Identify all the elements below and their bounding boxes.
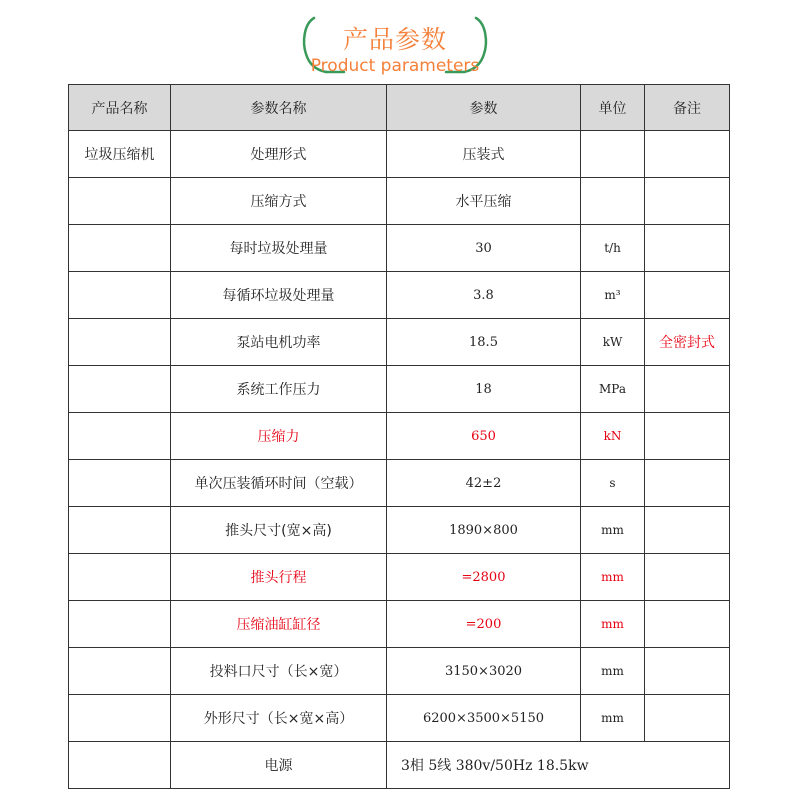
table-row xyxy=(69,272,730,319)
param-name-cell: 推头尺寸(宽×高) xyxy=(171,507,387,554)
param-unit-cell xyxy=(581,131,645,178)
column-header-note: 备注 xyxy=(645,85,730,131)
param-note-cell xyxy=(645,695,730,742)
title-chinese: 产品参数 xyxy=(342,25,447,54)
param-value-cell: 1890×800 xyxy=(387,507,581,554)
param-note-cell xyxy=(645,272,730,319)
param-note-cell xyxy=(645,507,730,554)
param-name-cell: 电源 xyxy=(171,742,387,789)
param-name-cell: 泵站电机功率 xyxy=(171,319,387,366)
param-note-cell xyxy=(645,460,730,507)
param-note-cell xyxy=(645,648,730,695)
param-value-cell: 3.8 xyxy=(387,272,581,319)
table-row-power xyxy=(69,742,730,789)
product-name-cell xyxy=(69,366,171,413)
param-note-cell xyxy=(645,413,730,460)
param-unit-cell: mm xyxy=(581,601,645,648)
param-name-cell: 压缩油缸缸径 xyxy=(171,601,387,648)
param-note-cell xyxy=(645,131,730,178)
product-name-cell xyxy=(69,178,171,225)
product-name-cell: 垃圾压缩机 xyxy=(69,131,171,178)
product-name-cell xyxy=(69,413,171,460)
table-row xyxy=(69,366,730,413)
table-row xyxy=(69,460,730,507)
param-name-cell: 压缩力 xyxy=(171,413,387,460)
param-value-cell: 水平压缩 xyxy=(387,178,581,225)
parameter-table xyxy=(68,84,730,789)
product-name-cell xyxy=(69,319,171,366)
param-note-cell xyxy=(645,178,730,225)
product-name-cell xyxy=(69,648,171,695)
param-unit-cell: t/h xyxy=(581,225,645,272)
param-name-cell: 每循环垃圾处理量 xyxy=(171,272,387,319)
product-name-cell xyxy=(69,225,171,272)
product-name-cell xyxy=(69,460,171,507)
param-unit-cell: kW xyxy=(581,319,645,366)
table-row-highlighted xyxy=(69,554,730,601)
param-name-cell: 投料口尺寸（长×宽） xyxy=(171,648,387,695)
param-value-cell: 42±2 xyxy=(387,460,581,507)
param-value-cell: 18.5 xyxy=(387,319,581,366)
product-name-cell xyxy=(69,742,171,789)
product-name-cell xyxy=(69,601,171,648)
table-row xyxy=(69,131,730,178)
title-badge xyxy=(300,14,490,76)
param-unit-cell: m³ xyxy=(581,272,645,319)
table-row xyxy=(69,507,730,554)
param-note-cell xyxy=(645,601,730,648)
param-name-cell: 每时垃圾处理量 xyxy=(171,225,387,272)
column-header-product: 产品名称 xyxy=(69,85,171,131)
table-row xyxy=(69,319,730,366)
table-row xyxy=(69,695,730,742)
product-name-cell xyxy=(69,695,171,742)
title-english: Product parameters xyxy=(310,56,480,76)
column-header-param-name: 参数名称 xyxy=(171,85,387,131)
param-name-cell: 推头行程 xyxy=(171,554,387,601)
param-value-cell: 压装式 xyxy=(387,131,581,178)
column-header-unit: 单位 xyxy=(581,85,645,131)
param-value-cell: 650 xyxy=(387,413,581,460)
param-value-cell: 6200×3500×5150 xyxy=(387,695,581,742)
table-row-highlighted xyxy=(69,413,730,460)
table-row xyxy=(69,648,730,695)
param-value-cell: 18 xyxy=(387,366,581,413)
param-unit-cell: mm xyxy=(581,507,645,554)
power-spec-cell: 3相 5线 380v/50Hz 18.5kw xyxy=(387,742,730,789)
param-note-cell xyxy=(645,366,730,413)
param-name-cell: 单次压装循环时间（空载） xyxy=(171,460,387,507)
table-row-highlighted xyxy=(69,601,730,648)
param-unit-cell: kN xyxy=(581,413,645,460)
product-name-cell xyxy=(69,554,171,601)
param-value-cell: 3150×3020 xyxy=(387,648,581,695)
param-unit-cell: s xyxy=(581,460,645,507)
table-header-row xyxy=(69,85,730,131)
table-row xyxy=(69,225,730,272)
param-name-cell: 外形尺寸（长×宽×高） xyxy=(171,695,387,742)
column-header-value: 参数 xyxy=(387,85,581,131)
param-note-cell xyxy=(645,554,730,601)
param-unit-cell: MPa xyxy=(581,366,645,413)
param-value-cell: 30 xyxy=(387,225,581,272)
param-name-cell: 处理形式 xyxy=(171,131,387,178)
product-name-cell xyxy=(69,507,171,554)
product-name-cell xyxy=(69,272,171,319)
param-note-cell xyxy=(645,225,730,272)
param-unit-cell: mm xyxy=(581,648,645,695)
table-row xyxy=(69,178,730,225)
param-name-cell: 压缩方式 xyxy=(171,178,387,225)
param-unit-cell: mm xyxy=(581,695,645,742)
param-value-cell: =2800 xyxy=(387,554,581,601)
param-unit-cell: mm xyxy=(581,554,645,601)
param-name-cell: 系统工作压力 xyxy=(171,366,387,413)
param-value-cell: =200 xyxy=(387,601,581,648)
param-unit-cell xyxy=(581,178,645,225)
param-note-cell: 全密封式 xyxy=(645,319,730,366)
